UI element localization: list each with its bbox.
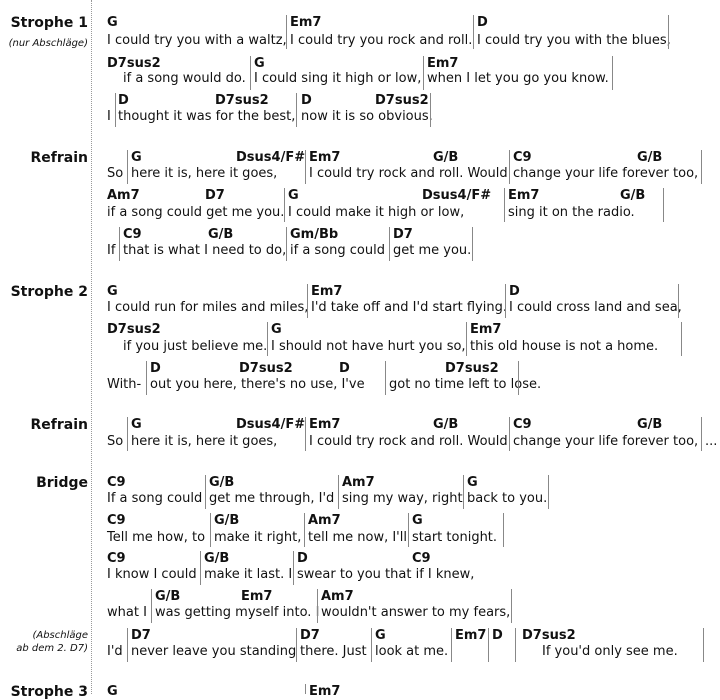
chord: Em7 [241, 589, 273, 604]
bar-line [701, 150, 702, 184]
lyric: swear to you that if I knew, [297, 567, 475, 582]
section-label-refrain: Refrain [30, 150, 88, 166]
lyric: out you here, there's no use, I've [150, 377, 365, 392]
chord: D7sus2 [107, 322, 161, 337]
lyric: I could try you with the blues, [477, 33, 671, 48]
lyric: Tell me how, to [107, 530, 206, 545]
chord: G/B [637, 150, 663, 165]
lyric: With- [107, 377, 142, 392]
bar-line [127, 417, 128, 451]
chord: G [107, 15, 118, 30]
chord: G [467, 475, 478, 490]
chord: G [131, 417, 142, 432]
bar-line [307, 284, 308, 318]
bar-line [678, 284, 679, 318]
lyric: I [107, 109, 111, 124]
bar-line [205, 475, 206, 509]
continuation-ellipsis: ... [705, 434, 718, 449]
lyric: change your life forever too, [513, 434, 699, 449]
chord: C9 [107, 551, 126, 566]
bar-line [663, 188, 664, 222]
lyric: what I [107, 605, 147, 620]
lyric: I could make it high or low, [288, 205, 465, 220]
chord: D [150, 361, 161, 376]
lyric: So [107, 166, 124, 181]
bar-line [304, 513, 305, 547]
chord: G/B [214, 513, 240, 528]
chord: Dsus4/F# [236, 417, 306, 432]
bar-line [286, 227, 287, 261]
lyric: never leave you standing [131, 644, 297, 659]
lyric: if a song could get me you. [107, 205, 285, 220]
chord: G [131, 150, 142, 165]
chord: Em7 [309, 150, 341, 165]
chord: Em7 [290, 15, 322, 30]
lyric: I could run for miles and miles, [107, 300, 309, 315]
bar-line [703, 628, 704, 662]
chord: D7 [131, 628, 151, 643]
lyric: change your life forever too, [513, 166, 699, 181]
section-label-bridge: Bridge [36, 475, 88, 491]
lyric: I could cross land and sea, [509, 300, 682, 315]
bar-line [305, 150, 306, 184]
bar-line [127, 150, 128, 184]
chord: D7sus2 [107, 56, 161, 71]
chord: D7sus2 [445, 361, 499, 376]
lyric: if you just believe me. [123, 339, 268, 354]
lyric: wouldn't answer to my fears, [321, 605, 511, 620]
bar-line [293, 551, 294, 585]
lyric: make it last. I [204, 567, 293, 582]
chord: D [301, 93, 312, 108]
chord: D [118, 93, 129, 108]
lyric: when I let you go you know. [427, 71, 609, 86]
bar-line [408, 513, 409, 547]
bar-line [463, 475, 464, 509]
lyric: tell me now, I'll [308, 530, 407, 545]
bar-line [509, 150, 510, 184]
chord: Dsus4/F# [422, 188, 492, 203]
chord: G/B [155, 589, 181, 604]
chord: G [288, 188, 299, 203]
lyric: I could try you rock and roll. [290, 33, 473, 48]
section-label-strophe-3: Strophe 3 [10, 684, 88, 700]
chord: Em7 [470, 322, 502, 337]
lyric: if a song would do. [123, 71, 246, 86]
lyric: that is what I need to do, [123, 243, 287, 258]
lyric: sing it on the radio. [508, 205, 635, 220]
chord: G [107, 284, 118, 299]
chord: C9 [107, 475, 126, 490]
chord: Am7 [308, 513, 341, 528]
lyric: So [107, 434, 124, 449]
chord: D7sus2 [239, 361, 293, 376]
bar-line [119, 227, 120, 261]
lyric: there. Just [300, 644, 367, 659]
lyric: I could try rock and roll. Would [309, 166, 508, 181]
chord: D7 [300, 628, 320, 643]
chord: D7sus2 [522, 628, 576, 643]
bar-line [286, 15, 287, 49]
chord: D7 [393, 227, 413, 242]
chord: Em7 [309, 417, 341, 432]
lyric: back to you. [467, 491, 548, 506]
chord: G/B [209, 475, 235, 490]
chord: Em7 [309, 684, 341, 699]
chord: C9 [123, 227, 142, 242]
chord: Em7 [508, 188, 540, 203]
bar-line [548, 475, 549, 509]
bar-line [151, 589, 152, 623]
bar-line [488, 628, 489, 662]
lyric: sing my way, right [342, 491, 463, 506]
chord: G [412, 513, 423, 528]
lyric: get me through, I'd [209, 491, 335, 506]
bar-line [509, 417, 510, 451]
bar-line [389, 227, 390, 261]
lyric: start tonight. [412, 530, 498, 545]
chord: D [339, 361, 350, 376]
lyric: here it is, here it goes, [131, 434, 278, 449]
bar-line [127, 628, 128, 662]
bar-line [385, 361, 386, 395]
bar-line [430, 93, 431, 127]
lyric: was getting myself into. I [155, 605, 320, 620]
chord: C9 [513, 417, 532, 432]
chord: Gm/Bb [290, 227, 339, 242]
lyric: If [107, 243, 116, 258]
bar-line [451, 628, 452, 662]
bar-line [473, 15, 474, 49]
lyric: I could try rock and roll. Would [309, 434, 508, 449]
bar-line [668, 15, 669, 49]
chord: G/B [433, 150, 459, 165]
bar-line [115, 93, 116, 127]
lyric: I'd take off and I'd start flying. [311, 300, 508, 315]
chord: G/B [433, 417, 459, 432]
chord: D7sus2 [375, 93, 429, 108]
lyric: look at me. [375, 644, 449, 659]
bar-line [423, 56, 424, 90]
chord: C9 [513, 150, 532, 165]
chord: D [477, 15, 488, 30]
chord: C9 [107, 513, 126, 528]
bar-line [504, 188, 505, 222]
chord: G/B [637, 417, 663, 432]
lyric: thought it was for the best, [118, 109, 296, 124]
bar-line [267, 322, 268, 356]
chord: D7 [205, 188, 225, 203]
chord: Em7 [455, 628, 487, 643]
bar-line [210, 513, 211, 547]
lyric: I'd [107, 644, 123, 659]
chord: G [254, 56, 265, 71]
lyric: if a song could [290, 243, 385, 258]
chord: G [375, 628, 386, 643]
bar-line [296, 628, 297, 662]
chord: G/B [620, 188, 646, 203]
chord: Dsus4/F# [236, 150, 306, 165]
chord: Em7 [311, 284, 343, 299]
section-label-refrain-2: Refrain [30, 417, 88, 433]
bar-line [305, 417, 306, 451]
bar-line [511, 589, 512, 623]
bar-line [503, 513, 504, 547]
lyric: this old house is not a home. [470, 339, 659, 354]
chord: Am7 [342, 475, 375, 490]
chord: G/B [204, 551, 230, 566]
bar-line [515, 628, 516, 662]
bar-line [518, 361, 519, 395]
section-label-strophe-1: Strophe 1 [10, 15, 88, 31]
bar-line [296, 93, 297, 127]
bridge-note-line-1: (Abschläge [32, 630, 88, 641]
lyric: I could try you with a waltz, [107, 33, 287, 48]
bar-line [317, 589, 318, 623]
chord: G/B [208, 227, 234, 242]
lyric: I know I could [107, 567, 197, 582]
lyric: If you'd only see me. [542, 644, 678, 659]
lyric: got no time left to lose. [389, 377, 542, 392]
lyric: make it right, [214, 530, 302, 545]
lyric: If a song could [107, 491, 203, 506]
bar-line [466, 322, 467, 356]
bridge-note-line-2: ab dem 2. D7) [16, 643, 88, 654]
chord: D [509, 284, 520, 299]
bar-line [284, 188, 285, 222]
chord: D [297, 551, 308, 566]
bar-line [612, 56, 613, 90]
bar-line [146, 361, 147, 395]
chord: G [107, 684, 118, 699]
bar-line [200, 551, 201, 585]
section-note-strophe-1: (nur Abschläge) [8, 38, 88, 49]
section-label-strophe-2: Strophe 2 [10, 284, 88, 300]
bar-line [371, 628, 372, 662]
lyric: here it is, here it goes, [131, 166, 278, 181]
bar-line [505, 284, 506, 318]
bar-line [681, 322, 682, 356]
bar-line [305, 684, 306, 694]
chord: D7sus2 [215, 93, 269, 108]
lyric: now it is so obvious. [301, 109, 433, 124]
bar-line [338, 475, 339, 509]
bar-line [472, 227, 473, 261]
lyric: I could sing it high or low, [254, 71, 422, 86]
section-divider [91, 0, 92, 694]
chord: G [271, 322, 282, 337]
chord: Am7 [321, 589, 354, 604]
bar-line [250, 56, 251, 90]
chord: Em7 [427, 56, 459, 71]
chord: C9 [412, 551, 431, 566]
chord: D [492, 628, 503, 643]
lyric: get me you. [393, 243, 472, 258]
lyric: I should not have hurt you so, [271, 339, 466, 354]
bar-line [701, 417, 702, 451]
chord: Am7 [107, 188, 140, 203]
